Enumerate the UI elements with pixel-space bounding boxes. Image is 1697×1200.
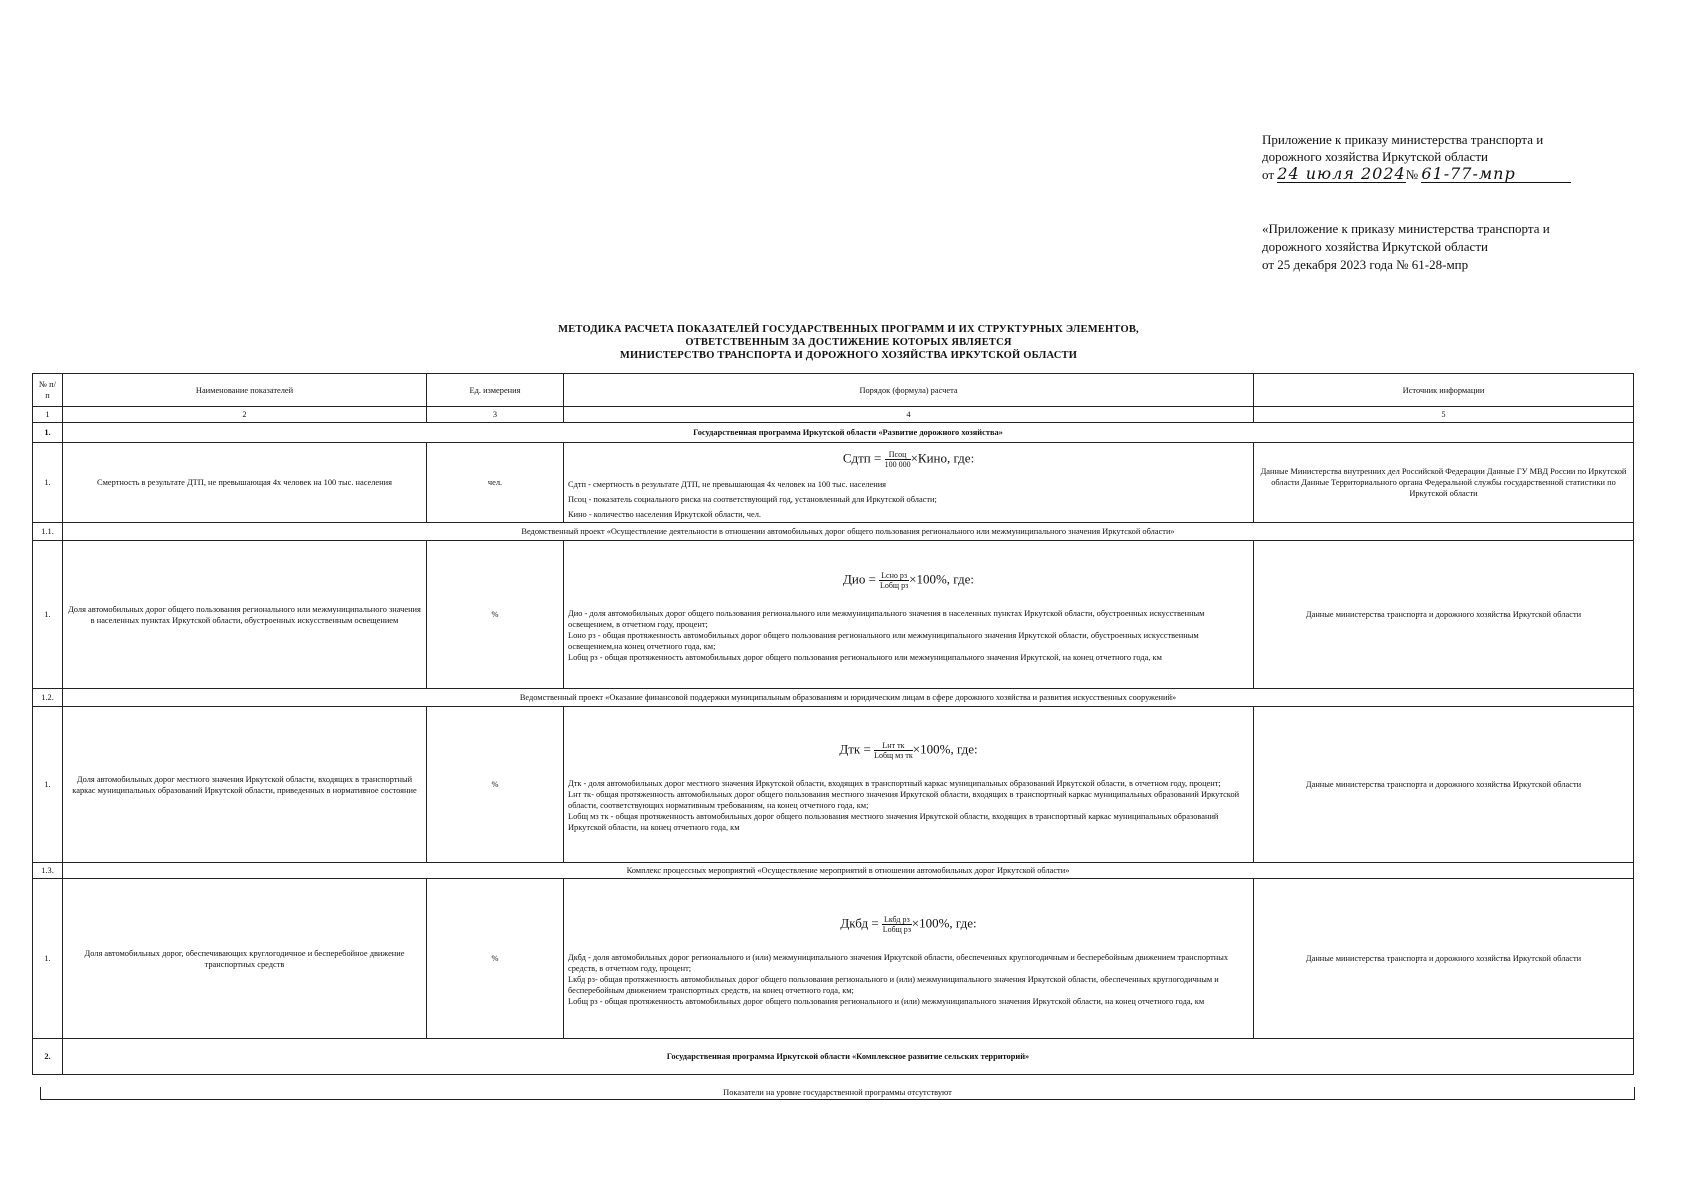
header2-line-1: «Приложение к приказу министерства транспорта и xyxy=(1262,221,1550,236)
indicator-formula-cell xyxy=(564,443,1254,523)
methodology-table xyxy=(32,373,1634,1075)
indicator-formula-cell xyxy=(564,707,1254,863)
col-header-no: № п/п xyxy=(33,374,63,407)
formula-description: Lобщ мз тк - общая протяженность автомобильных дорог общего пользования местного значения Иркутской области, входящих в транспортный каркас муниципальных образований Иркутской области, на конец отчетного года, км xyxy=(568,811,1219,832)
indicator-source: Данные министерства транспорта и дорожного хозяйства Иркутской области xyxy=(1254,879,1634,1039)
formula-numerator: Lнт тк xyxy=(874,741,913,751)
header2-line-2: дорожного хозяйства Иркутской области xyxy=(1262,239,1488,254)
title-line-3: МИНИСТЕРСТВО ТРАНСПОРТА И ДОРОЖНОГО ХОЗЯЙСТВА ИРКУТСКОЙ ОБЛАСТИ xyxy=(619,350,1078,361)
indicator-number: 1. xyxy=(33,707,63,863)
indicator-source: Данные Министерства внутренних дел Российской Федерации Данные ГУ МВД России по Иркутской области Данные Территориального органа Федеральной службы государственной статистики по Иркутской области xyxy=(1254,443,1634,523)
project-row xyxy=(33,863,1634,879)
handwritten-number: 61-77-мпр xyxy=(1421,165,1571,183)
formula-description: Дио - доля автомобильных дорог общего пользования регионального или межмуниципального значения в населенных пунктах Иркутской области, обустроенных искусственным освещением, в отчетном году, процент; xyxy=(568,608,1205,629)
formula xyxy=(568,571,1249,590)
formula-fraction xyxy=(882,915,912,934)
formula-description: Lоно рз - общая протяженность автомобильных дорог общего пользования регионального или межмуниципального значения Иркутской области, обустроенных искусственным освещением,на конец отчетного года, км; xyxy=(568,630,1199,651)
project-title: Комплекс процессных мероприятий «Осуществление мероприятий в отношении автомобильных дорог Иркутской области» xyxy=(63,863,1634,879)
program-number: 2. xyxy=(33,1039,63,1075)
col-number-5: 5 xyxy=(1254,407,1634,423)
formula-fraction xyxy=(885,450,911,469)
formula-description: Дтк - доля автомобильных дорог местного значения Иркутской области, входящих в транспортный каркас муниципальных образований Иркутской области, в отчетном году, процент; xyxy=(568,778,1221,788)
formula-description: Псоц - показатель социального риска на соответствующий год, установленный для Иркутской области; xyxy=(568,494,937,504)
program-title: Государственная программа Иркутской области «Развитие дорожного хозяйства» xyxy=(63,423,1634,443)
header-no: № xyxy=(1405,167,1419,182)
header-line-1: Приложение к приказу министерства транспорта и xyxy=(1262,132,1544,147)
formula-lhs: Дио = xyxy=(843,570,876,586)
formula-description: Сдтп - смертность в результате ДТП, не превышающая 4х человек на 100 тыс. населения xyxy=(568,479,887,489)
formula-numerator: Псоц xyxy=(885,450,911,460)
program-row xyxy=(33,1039,1634,1075)
indicator-source: Данные министерства транспорта и дорожного хозяйства Иркутской области xyxy=(1254,541,1634,689)
indicator-row xyxy=(33,879,1634,1039)
formula-description: Кино - количество населения Иркутской области, чел. xyxy=(568,509,761,519)
indicator-name: Смертность в результате ДТП, не превышающая 4х человек на 100 тыс. населения xyxy=(63,443,427,523)
formula-fraction xyxy=(879,571,909,590)
formula-denominator: 100 000 xyxy=(884,459,911,469)
indicator-formula-cell xyxy=(564,879,1254,1039)
indicator-unit: % xyxy=(427,707,564,863)
program-title: Государственная программа Иркутской области «Комплексное развитие сельских территорий» xyxy=(63,1039,1634,1075)
previous-order-header xyxy=(1262,220,1662,274)
col-number-3: 3 xyxy=(427,407,564,423)
col-header-formula: Порядок (формула) расчета xyxy=(564,374,1254,407)
formula-description: Lобщ рз - общая протяженность автомобильных дорог общего пользования регионального и (или) межмуниципального значения Иркутской области, на конец отчетного года, км xyxy=(568,996,1205,1006)
program-row xyxy=(33,423,1634,443)
formula xyxy=(568,741,1249,760)
table-header-row xyxy=(33,374,1634,407)
formula-description: Lкбд рз- общая протяженность автомобильных дорог общего пользования регионального и (или) межмуниципального значения Иркутской области, обеспеченных круглогодичным и бесперебойным движением транспортных средств, на конец отчетного года, км; xyxy=(568,974,1219,995)
formula-rhs: ×100%, где: xyxy=(912,740,978,756)
formula-description: Lобщ рз - общая протяженность автомобильных дорог общего пользования регионального или межмуниципального значения Иркутской, на конец отчетного года, км xyxy=(568,652,1162,662)
project-row xyxy=(33,523,1634,541)
formula xyxy=(568,450,1249,469)
indicator-row xyxy=(33,541,1634,689)
formula xyxy=(568,915,1249,934)
formula-rhs: ×100%, где: xyxy=(909,570,974,586)
formula-lhs: Дтк = xyxy=(839,740,871,756)
col-number-2: 2 xyxy=(63,407,427,423)
formula-denominator: Lобщ рз xyxy=(882,924,912,934)
indicator-name: Доля автомобильных дорог общего пользования регионального или межмуниципального значения в населенных пунктах Иркутской области, обустроенных искусственным освещением xyxy=(63,541,427,689)
column-numbers-row xyxy=(33,407,1634,423)
col-number-1: 1 xyxy=(33,407,63,423)
project-title: Ведомственный проект «Оказание финансовой поддержки муниципальным образованиям и юридическим лицам в сфере дорожного хозяйства и развития искусственных сооружений» xyxy=(63,689,1634,707)
handwritten-date: 24 июля 2024 xyxy=(1277,164,1406,183)
formula-numerator: Lсно рз xyxy=(881,570,908,580)
col-header-name: Наименование показателей xyxy=(63,374,427,407)
formula-rhs: ×100%, где: xyxy=(911,914,977,930)
indicator-unit: чел. xyxy=(427,443,564,523)
indicator-row xyxy=(33,443,1634,523)
indicator-name: Доля автомобильных дорог, обеспечивающих круглогодичное и бесперебойное движение транспортных средств xyxy=(63,879,427,1039)
order-header xyxy=(1262,131,1662,183)
formula-lhs: Дкбд = xyxy=(840,914,879,930)
indicator-source: Данные министерства транспорта и дорожного хозяйства Иркутской области xyxy=(1254,707,1634,863)
formula-lhs: Сдтп = xyxy=(842,449,882,465)
col-number-4: 4 xyxy=(564,407,1254,423)
project-number: 1.3. xyxy=(33,863,63,879)
title-line-1: МЕТОДИКА РАСЧЕТА ПОКАЗАТЕЛЕЙ ГОСУДАРСТВЕННЫХ ПРОГРАММ И ИХ СТРУКТУРНЫХ ЭЛЕМЕНТОВ, xyxy=(558,324,1139,335)
project-number: 1.2. xyxy=(33,689,63,707)
title-line-2: ОТВЕТСТВЕННЫМ ЗА ДОСТИЖЕНИЕ КОТОРЫХ ЯВЛЯЕТСЯ xyxy=(685,337,1012,348)
formula-description: Lнт тк- общая протяженность автомобильных дорог общего пользования местного значения Иркутской области, входящих в транспортный каркас муниципальных образований Иркутской области, соответствующих нормативным требованиям, на конец отчетного года, км; xyxy=(568,789,1240,810)
formula-denominator: Lобщ мз тк xyxy=(874,750,913,760)
header2-line-3: от 25 декабря 2023 года № 61-28-мпр xyxy=(1262,257,1469,272)
project-number: 1.1. xyxy=(33,523,63,541)
formula-fraction xyxy=(874,741,913,760)
header-line-3 xyxy=(1262,165,1662,183)
formula-rhs: ×Кино, где: xyxy=(910,449,975,465)
indicator-unit: % xyxy=(427,541,564,689)
program-note: Показатели на уровне государственной программы отсутствуют xyxy=(40,1087,1635,1100)
document-title xyxy=(0,323,1697,362)
project-row xyxy=(33,689,1634,707)
indicator-number: 1. xyxy=(33,541,63,689)
header-line-2: дорожного хозяйства Иркутской области xyxy=(1262,149,1488,164)
program-number: 1. xyxy=(33,423,63,443)
formula-denominator: Lобщ рз xyxy=(879,580,909,590)
header-from: от xyxy=(1262,167,1275,182)
formula-numerator: Lкбд рз xyxy=(883,914,910,924)
col-header-source: Источник информации xyxy=(1254,374,1634,407)
indicator-formula-cell xyxy=(564,541,1254,689)
indicator-unit: % xyxy=(427,879,564,1039)
formula-description: Дкбд - доля автомобильных дорог регионального и (или) межмуниципального значения Иркутской области, обеспеченных круглогодичным и бесперебойным движением транспортных средств, в отчетном году, процент; xyxy=(568,952,1229,973)
col-header-unit: Ед. измерения xyxy=(427,374,564,407)
indicator-number: 1. xyxy=(33,879,63,1039)
indicator-row xyxy=(33,707,1634,863)
project-title: Ведомственный проект «Осуществление деятельности в отношении автомобильных дорог общего пользования регионального или межмуниципального значения Иркутской области» xyxy=(63,523,1634,541)
indicator-number: 1. xyxy=(33,443,63,523)
indicator-name: Доля автомобильных дорог местного значения Иркутской области, входящих в транспортный каркас муниципальных образований Иркутской области, приведенных в нормативное состояние xyxy=(63,707,427,863)
